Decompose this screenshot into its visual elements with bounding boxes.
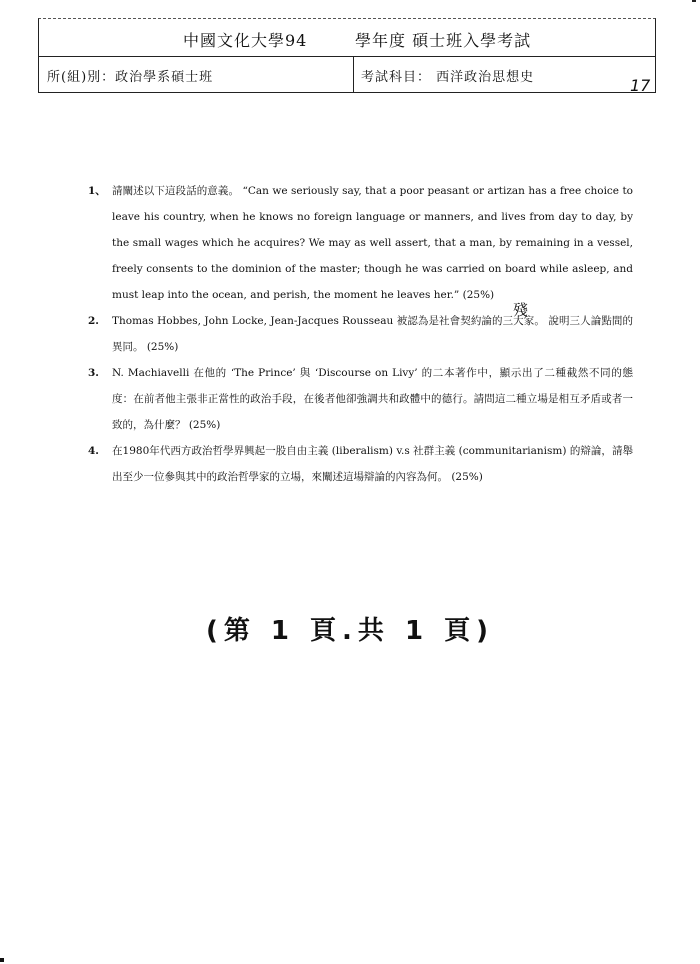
question-2	[88, 308, 633, 360]
question-text: N. Machiavelli 在他的 ‘The Prince’ 與 ‘Discourse on Livy’ 的二本著作中，顯示出了二種截然不同的態度：在前者他主張非正當性的政治手段，在後者他卻強調共和政體中的德行。請問這二種立場是相互矛盾或者一致的，為什麼？ (25%)	[112, 367, 633, 431]
header-divider	[353, 57, 354, 92]
question-text: 在1980年代西方政治哲學界興起一股自由主義 (liberalism) v.s 社群主義 (communitarianism) 的辯論，請舉出至少一位參與其中的政治哲學家的立場，來闡述這場辯論的內容為何。 (25%)	[112, 445, 633, 483]
exam-header-box	[38, 18, 656, 93]
header-title-row	[39, 19, 655, 57]
scan-mark	[692, 0, 696, 2]
header-info-row	[39, 57, 655, 92]
question-number: 4.	[88, 445, 99, 457]
question-number: 3.	[88, 367, 99, 379]
question-number: 1、	[88, 185, 106, 197]
question-list	[88, 178, 633, 490]
question-1	[88, 178, 633, 308]
department-label: 所(組)別：政治學系碩士班	[47, 70, 214, 85]
question-number: 2.	[88, 315, 99, 327]
question-4	[88, 438, 633, 490]
question-text: 請闡述以下這段話的意義。 “Can we seriously say, that a poor peasant or artizan has a free choice to leave his country, when he knows no foreign language or manners, and lives from day to day, by the small wages which he acquires? We may as well assert, that a man, by remaining in a vessel, freely consents to the dominion of the master; though he was carried on board while asleep, and must leap into the ocean, and perish, the moment he leaves her.” (25%)	[112, 185, 633, 301]
handwritten-number: 17	[630, 76, 651, 95]
question-text: Thomas Hobbes, John Locke, Jean-Jacques Rousseau 被認為是社會契約論的三大家。 說明三人論點間的異同。 (25%)	[112, 315, 633, 353]
handwritten-annotation: 殘	[513, 301, 529, 319]
exam-title: 學年度 碩士班入學考試	[355, 31, 532, 50]
scan-mark	[0, 958, 4, 962]
question-3	[88, 360, 633, 438]
university-title: 中國文化大學94	[183, 31, 308, 50]
subject-label: 考試科目： 西洋政治思想史	[361, 70, 535, 85]
page-indicator: (第 1 頁.共 1 頁)	[205, 616, 495, 646]
